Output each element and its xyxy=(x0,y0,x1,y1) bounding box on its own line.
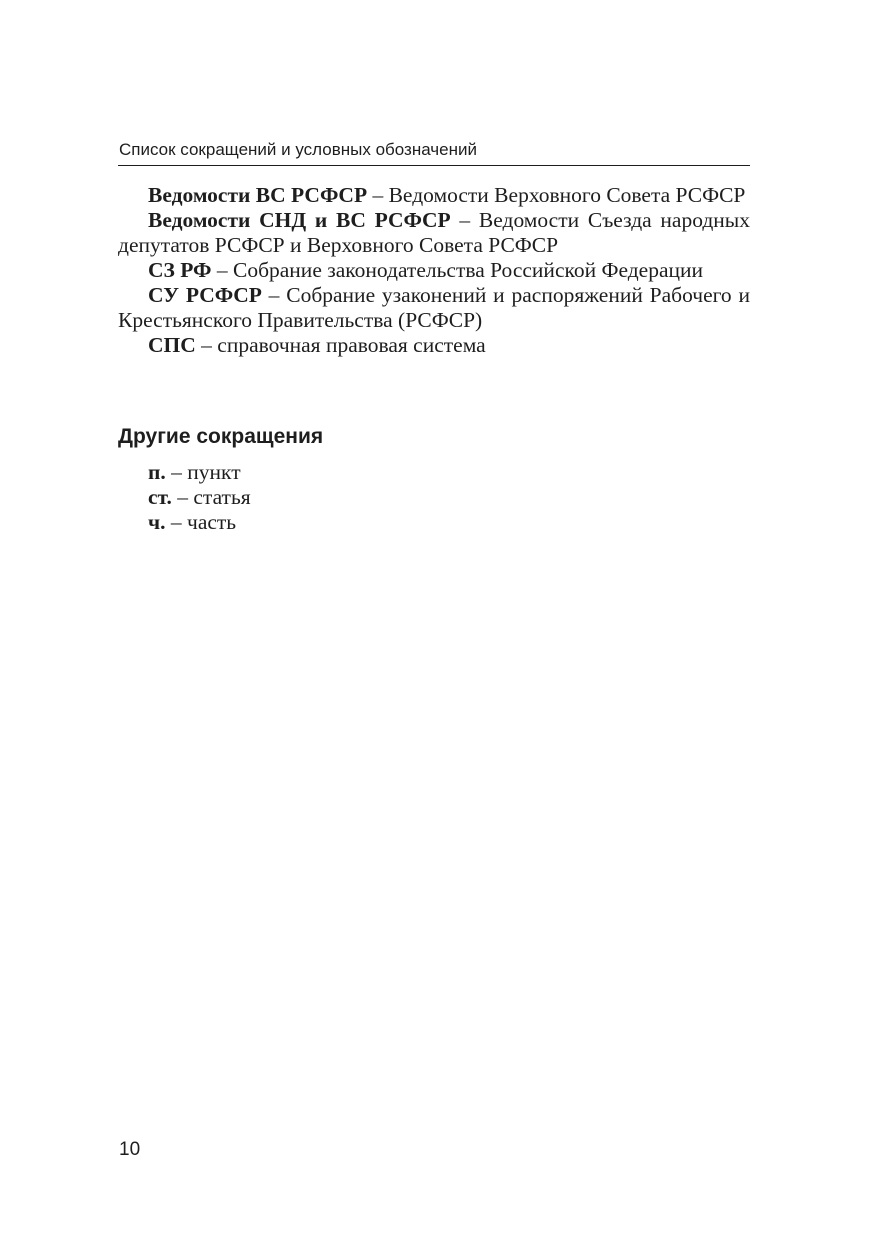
abbreviation-term: СУ РСФСР xyxy=(148,283,262,307)
entry-dash: – xyxy=(165,510,188,534)
entry-dash: – xyxy=(211,258,233,282)
other-abbreviation-list xyxy=(118,460,750,535)
entry-dash: – xyxy=(450,208,479,232)
abbreviation-entry xyxy=(118,460,750,485)
abbreviation-term: ч. xyxy=(148,510,166,534)
entry-dash: – xyxy=(165,460,188,484)
abbreviation-entry xyxy=(118,183,750,208)
entry-dash: – xyxy=(367,183,389,207)
entry-dash: – xyxy=(261,283,287,307)
abbreviation-entry xyxy=(118,510,750,535)
abbreviation-term: п. xyxy=(148,460,166,484)
abbreviation-definition: часть xyxy=(187,510,237,534)
abbreviation-entry xyxy=(118,208,750,258)
abbreviation-definition: пункт xyxy=(187,460,241,484)
abbreviation-term: СЗ РФ xyxy=(148,258,212,282)
abbreviation-list xyxy=(118,183,750,358)
abbreviation-term: СПС xyxy=(148,333,196,357)
abbreviation-term: ст. xyxy=(148,485,172,509)
section-heading: Другие сокращения xyxy=(118,425,324,448)
abbreviation-definition: Собрание законодательства Российской Федерации xyxy=(232,258,704,282)
abbreviation-definition: Собрание узаконений и распоряжений Рабочего и Крестьянского Правительства (РСФСР) xyxy=(118,283,750,332)
abbreviation-entry xyxy=(118,283,750,333)
abbreviation-definition: статья xyxy=(193,485,251,509)
entry-dash: – xyxy=(195,333,218,357)
abbreviation-entry xyxy=(118,333,750,358)
entry-dash: – xyxy=(171,485,194,509)
running-head: Список сокращений и условных обозначений xyxy=(119,140,477,159)
abbreviation-term: Ведомости СНД и ВС РСФСР xyxy=(148,208,451,232)
header-rule xyxy=(118,165,750,166)
abbreviation-term: Ведомости ВС РСФСР xyxy=(148,183,368,207)
abbreviation-definition: справочная правовая система xyxy=(217,333,486,357)
abbreviation-definition: Ведомости Съезда народных депутатов РСФСР и Верховного Совета РСФСР xyxy=(118,208,750,257)
abbreviation-entry xyxy=(118,258,750,283)
abbreviation-definition: Ведомости Верховного Совета РСФСР xyxy=(388,183,746,207)
page-number: 10 xyxy=(119,1139,141,1160)
abbreviation-entry xyxy=(118,485,750,510)
